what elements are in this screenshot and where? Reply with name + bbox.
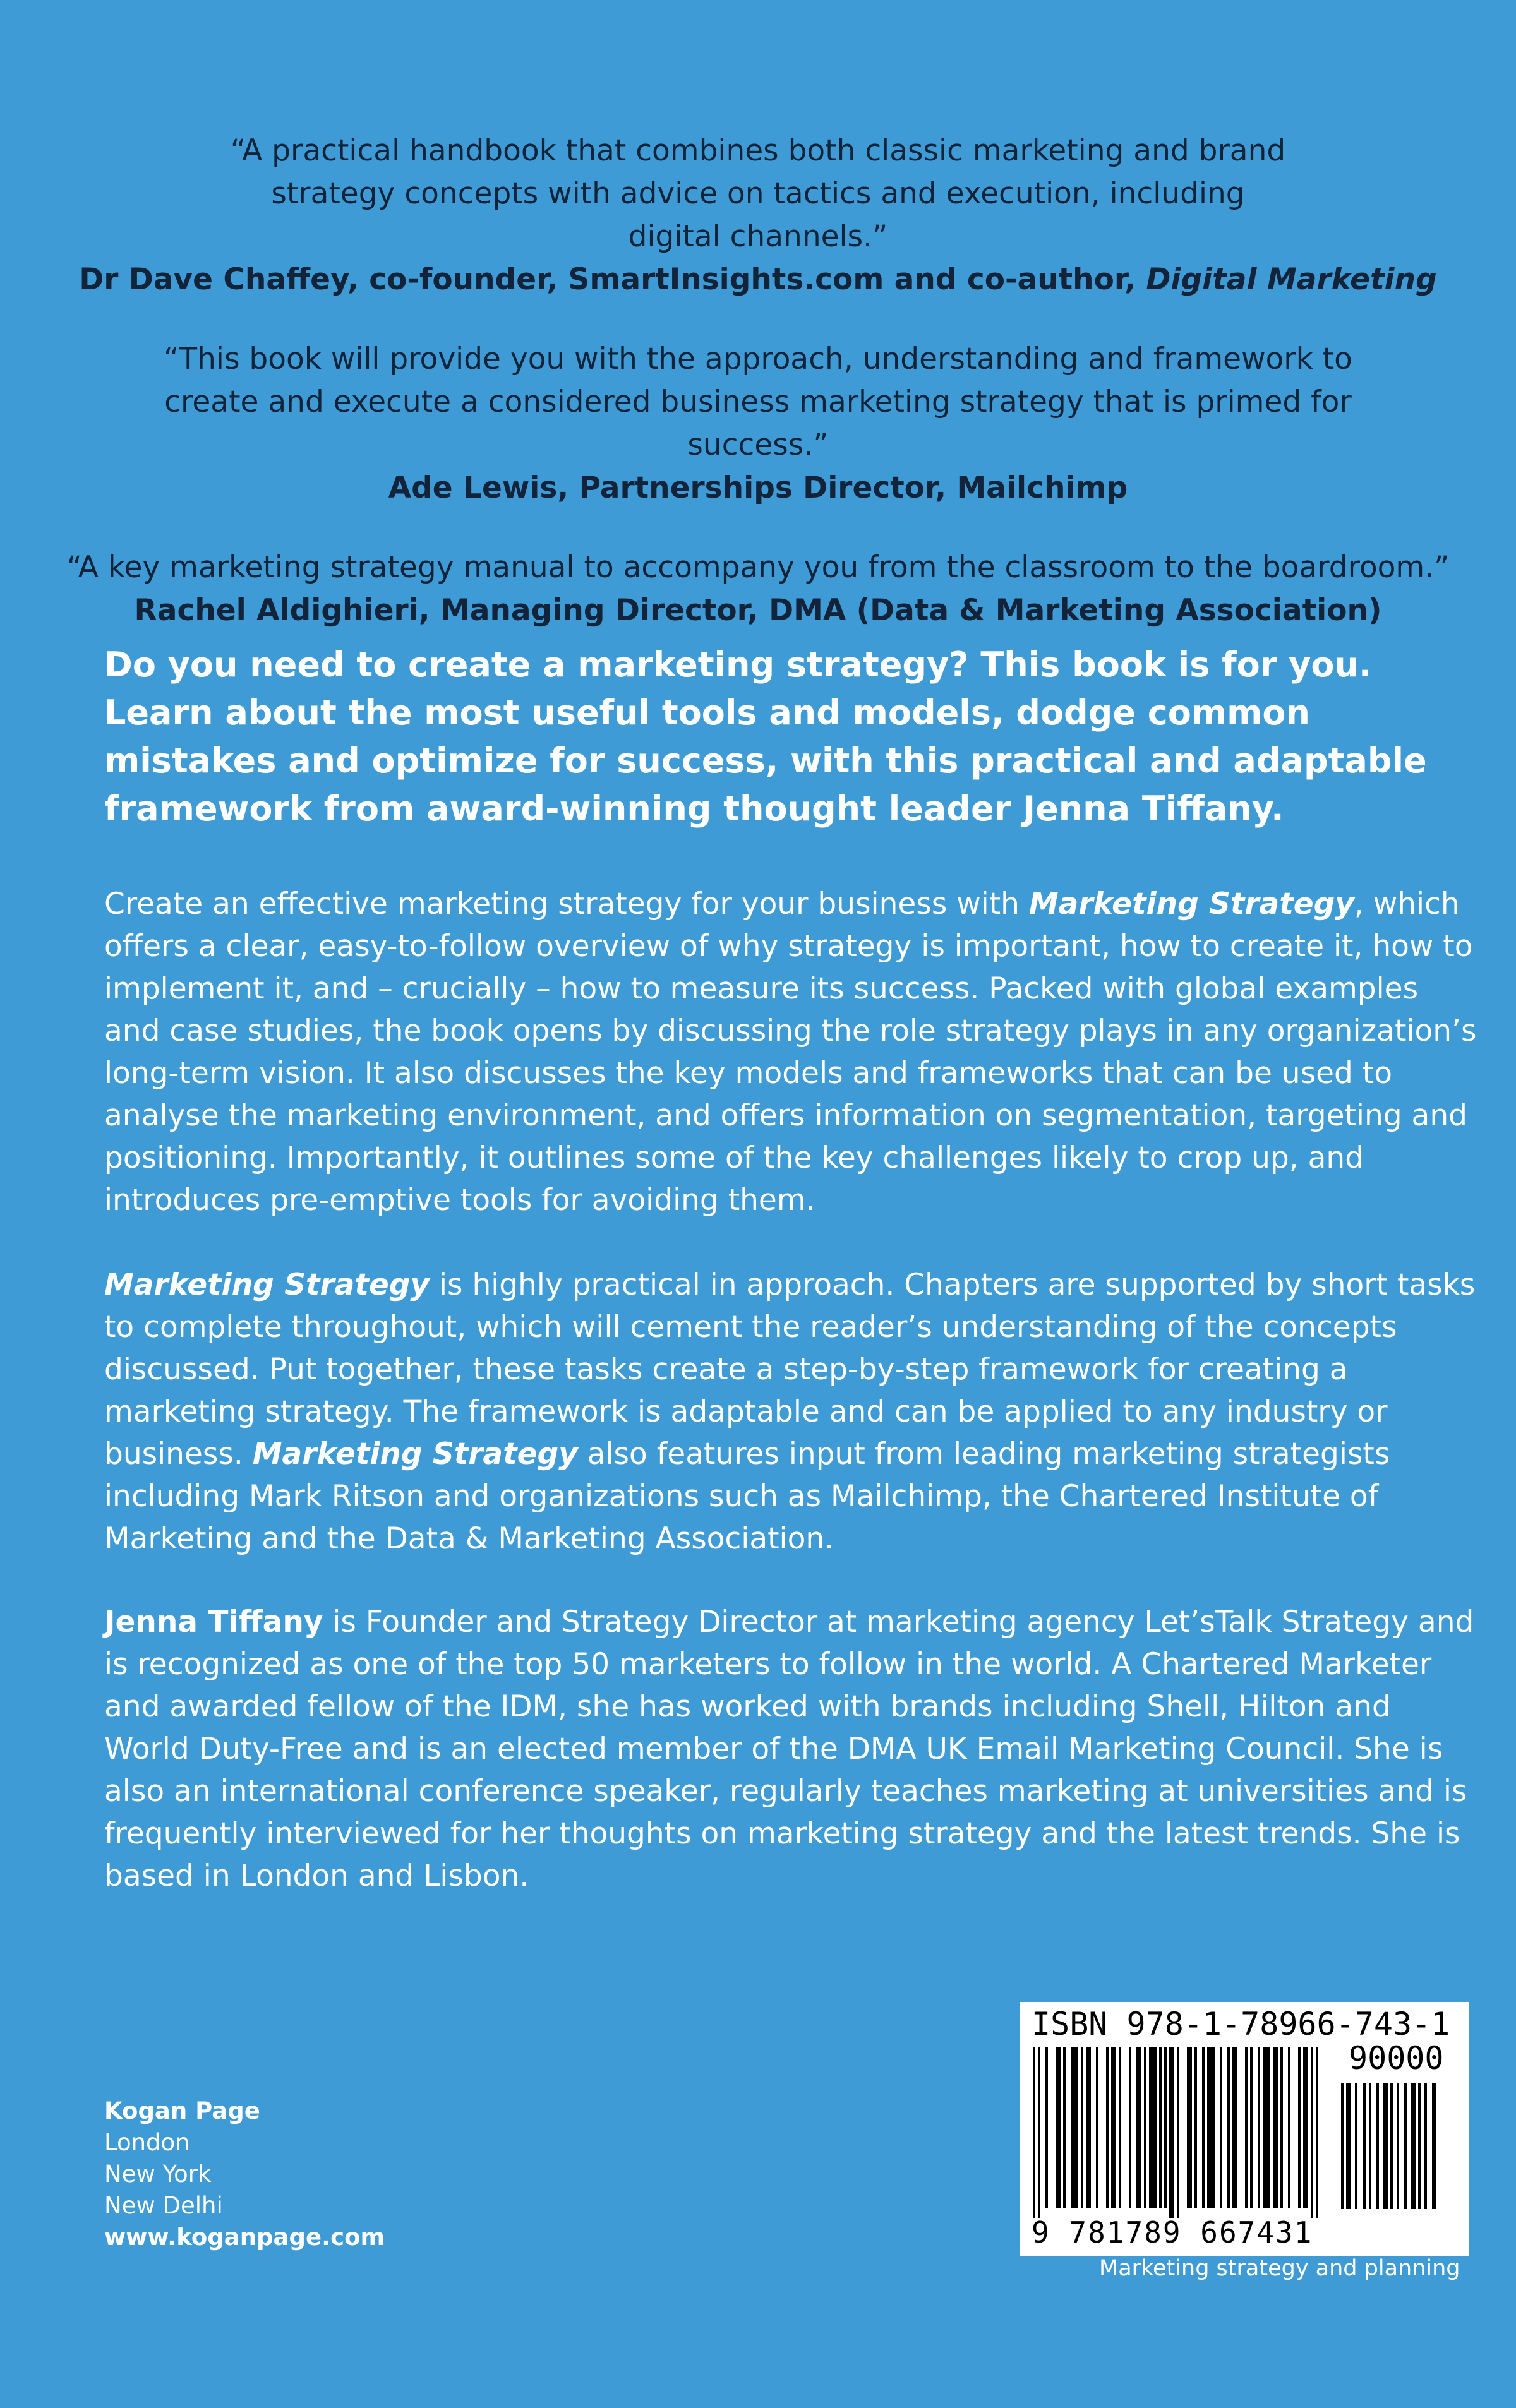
barcode-bar [1273, 2047, 1278, 2208]
barcode-bar [1045, 2047, 1048, 2208]
description-paragraph [104, 1264, 1481, 1560]
para-text: is highly practical in approach. Chapters are supported by short tasks to complete throughout, which will cement the reader’s understanding of the concepts discussed. Put together, these tasks create a step-by-step framework for creating a marketing strategy. The framework is adaptable and can be applied to any industry or business. [104, 1267, 1476, 1471]
book-title: Marketing Strategy [104, 1267, 430, 1302]
barcode-bar [1056, 2047, 1061, 2208]
barcode-bar [1390, 2083, 1393, 2209]
barcode-bar [1376, 2083, 1379, 2209]
barcode-bar [1250, 2047, 1253, 2208]
barcode-bar [1383, 2083, 1388, 2209]
barcode-bar [1369, 2083, 1371, 2209]
barcode-bar [1432, 2083, 1436, 2209]
barcode-bar [1187, 2047, 1192, 2208]
publisher-info [104, 2095, 385, 2253]
barcode-bar [1081, 2047, 1083, 2208]
publisher-city: New York [104, 2160, 212, 2188]
barcode-bar [1136, 2047, 1141, 2208]
barcode-icon [1033, 2047, 1330, 2218]
barcode-bar [1149, 2047, 1157, 2208]
description-paragraph [104, 883, 1481, 1221]
barcode-bar [1355, 2083, 1357, 2209]
quote-attribution: Ade Lewis, Partnerships Director, Mailchimp [388, 470, 1128, 505]
endorsements [0, 129, 1516, 669]
attribution-book-title: Digital Marketing [1146, 262, 1437, 297]
barcode-bar [1397, 2083, 1399, 2209]
barcode-bar [1424, 2083, 1427, 2209]
barcode-bar [1096, 2047, 1098, 2208]
barcode-bar [1177, 2047, 1179, 2218]
author-name: Jenna Tiffany [104, 1605, 323, 1639]
publisher-name: Kogan Page [104, 2097, 260, 2124]
book-title: Marketing Strategy [252, 1437, 578, 1471]
barcode-bar [1159, 2047, 1162, 2208]
barcode-bar [1227, 2047, 1230, 2208]
barcode-bar [1288, 2047, 1290, 2208]
addon-barcode-icon [1341, 2083, 1455, 2209]
barcode-bar [1169, 2047, 1174, 2218]
barcode-bar [1245, 2047, 1248, 2208]
barcode-bar [1111, 2047, 1116, 2208]
barcode-bar [1129, 2047, 1131, 2208]
barcode-bar [1071, 2047, 1078, 2208]
para-text: , which offers a clear, easy-to-follow overview of why strategy is important, how to create it, how to implement it, and – crucially – how to measure its success. Packed with global examples and case studies, the book opens by discussing the role strategy plays in any organization’s long-term vision. It also discusses the key models and frameworks that can be used to analyse the marketing environment, and offers information on segmentation, targeting and positioning. Importantly, it outlines some of the key challenges likely to crop up, and introduces pre-emptive tools for avoiding them. [104, 887, 1477, 1218]
barcode-bar [1063, 2047, 1066, 2208]
isbn-addon-number: 90000 [1349, 2040, 1444, 2076]
lead-paragraph: Do you need to create a marketing strategy? This book is for you. Learn about the most useful tools and models, dodge common mistakes and optimize for success, with this practical and adaptable framework from award-winning thought leader Jenna Tiffany. [104, 645, 1427, 829]
para-text: also features input from leading marketing strategists including Mark Ritson and organizations such as Mailchimp, the Chartered Institute of Marketing and the Data & Marketing Association. [104, 1437, 1390, 1556]
publisher-city: New Delhi [104, 2192, 223, 2219]
barcode-bar [1033, 2047, 1035, 2218]
barcode-digits: 9 781789 667431 [1032, 2215, 1313, 2249]
barcode-bar [1119, 2047, 1121, 2208]
barcode-bar [1346, 2083, 1351, 2209]
barcode-bar [1164, 2047, 1167, 2208]
barcode-bar [1316, 2047, 1318, 2218]
barcode-bar [1341, 2083, 1344, 2209]
barcode-bar [1194, 2047, 1197, 2208]
barcode-bar [1303, 2047, 1308, 2208]
endorsement-quote [0, 546, 1516, 632]
quote-text: “A practical handbook that combines both classic marketing and brand strategy concepts with advice on tactics and execution, including digital channels.” [230, 133, 1286, 254]
book-category: Marketing strategy and planning [1099, 2256, 1460, 2281]
publisher-city: London [104, 2129, 190, 2156]
barcode-bar [1258, 2047, 1260, 2208]
barcode-bar [1411, 2083, 1416, 2209]
isbn-label: ISBN 978-1-78966-743-1 [1032, 2006, 1450, 2042]
publisher-url: www.koganpage.com [104, 2224, 385, 2251]
barcode-bar [1038, 2047, 1040, 2218]
barcode-bar [1298, 2047, 1301, 2208]
book-title: Marketing Strategy [1028, 887, 1354, 921]
barcode-bar [1232, 2047, 1237, 2208]
barcode-bar [1280, 2047, 1283, 2208]
quote-text: “This book will provide you with the approach, understanding and framework to create and execute a considered business marketing strategy that is primed for success.” [164, 342, 1352, 462]
barcode-bar [1418, 2083, 1421, 2209]
barcode-bar [1363, 2083, 1366, 2209]
endorsement-quote [0, 129, 1516, 301]
barcode-bar [1202, 2047, 1205, 2208]
barcode-bar [1311, 2047, 1313, 2218]
barcode-bar [1207, 2047, 1215, 2208]
barcode-bar [1404, 2083, 1407, 2209]
quote-attribution: Rachel Aldighieri, Managing Director, DMA (Data & Marketing Association) [134, 593, 1382, 628]
barcode-bar [1086, 2047, 1091, 2208]
author-bio [104, 1601, 1481, 1897]
barcode-bar [1220, 2047, 1222, 2208]
bio-text: is Founder and Strategy Director at marketing agency Let’sTalk Strategy and is recognized as one of the top 50 marketers to follow in the world. A Chartered Marketer and awarded fellow of the IDM, she has worked with brands including Shell, Hilton and World Duty-Free and is an elected member of the DMA UK Email Marketing Council. She is also an international conference speaker, regularly teaches marketing at universities and is frequently interviewed for her thoughts on marketing strategy and the latest trends. She is based in London and Lisbon. [104, 1605, 1474, 1893]
barcode-bar [1263, 2047, 1270, 2208]
endorsement-quote [0, 338, 1516, 510]
quote-attribution [0, 258, 1516, 301]
quote-text: “A key marketing strategy manual to accompany you from the classroom to the boardroom.” [66, 550, 1450, 585]
barcode-bar [1106, 2047, 1109, 2208]
attribution-name: Dr Dave Chaffey, co-founder, SmartInsights.com and co-author, [79, 262, 1136, 297]
para-text: Create an effective marketing strategy for your business with [104, 887, 1029, 921]
isbn-barcode-box [1020, 2002, 1469, 2256]
barcode-bar [1144, 2047, 1146, 2208]
